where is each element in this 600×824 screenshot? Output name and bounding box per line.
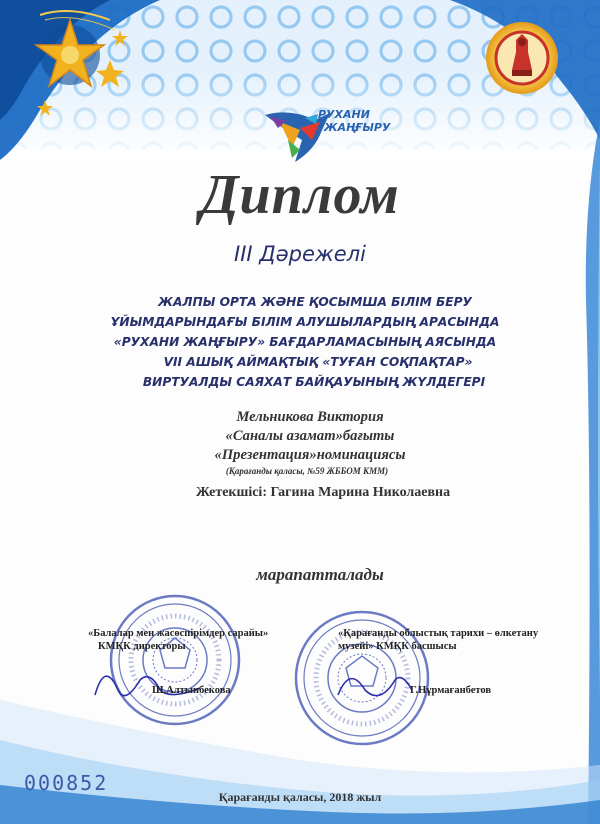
official-stamp xyxy=(111,596,239,724)
recipient-school: (Қарағанды қаласы, №59 ЖББОМ КММ) xyxy=(225,466,389,476)
signatory-left-name: Ш.Алтынбекова xyxy=(152,685,231,696)
diploma-title: Диплом xyxy=(200,164,400,226)
rukhani-logo-text xyxy=(318,108,408,134)
degree-label: III Дәрежелі xyxy=(234,242,366,266)
museum-badge-logo xyxy=(486,22,558,94)
heading-line: ҰЙЫМДАРЫНДАҒЫ БІЛІМ АЛУШЫЛАРДЫҢ АРАСЫНДА xyxy=(110,315,500,329)
recipient-direction: «Саналы азамат»бағыты xyxy=(225,428,395,444)
signatory-right xyxy=(338,627,578,653)
signatory-left-title: КМҚК директоры xyxy=(98,641,186,652)
signatory-right-org: «Қарағанды облыстық тарихи – өлкетану xyxy=(338,628,539,639)
recipient-block xyxy=(0,408,600,477)
heading-line: ВИРТУАЛДЫ САЯХАТ БАЙҚАУЫНЫҢ ЖҮЛДЕГЕРІ xyxy=(142,375,486,389)
signatory-right-title: музейі» КМҚК басшысы xyxy=(338,641,457,652)
signatory-left-org: «Балалар мен жасөспірімдер сарайы» xyxy=(88,628,269,639)
serial-number: 000852 xyxy=(24,771,109,795)
signatory-right-name: Г.Нұрмағанбетов xyxy=(410,685,492,696)
heading-line: «РУХАНИ ЖАҢҒЫРУ» БАҒДАРЛАМАСЫНЫҢ АЯСЫНДА xyxy=(113,335,497,349)
logo-line-1: РУХАНИ xyxy=(318,108,370,121)
signatory-left xyxy=(88,627,288,653)
footer-location-year: Қарағанды қаласы, 2018 жыл xyxy=(218,790,382,804)
recipient-name: Мельникова Виктория xyxy=(236,409,384,425)
award-heading xyxy=(0,292,600,392)
supervisor-line: Жетекшісі: Гагина Марина Николаевна xyxy=(196,485,451,500)
heading-line: VII АШЫҚ АЙМАҚТЫҚ «ТУҒАН СОҚПАҚТАР» xyxy=(163,355,473,369)
heading-line: ЖАЛПЫ ОРТА ЖӘНЕ ҚОСЫМША БІЛІМ БЕРУ xyxy=(158,295,472,309)
logo-line-2: ЖАҢҒЫРУ xyxy=(324,121,391,134)
recipient-nomination: «Презентация»номинациясы xyxy=(214,447,406,463)
awarded-label: марапатталады xyxy=(256,565,384,584)
